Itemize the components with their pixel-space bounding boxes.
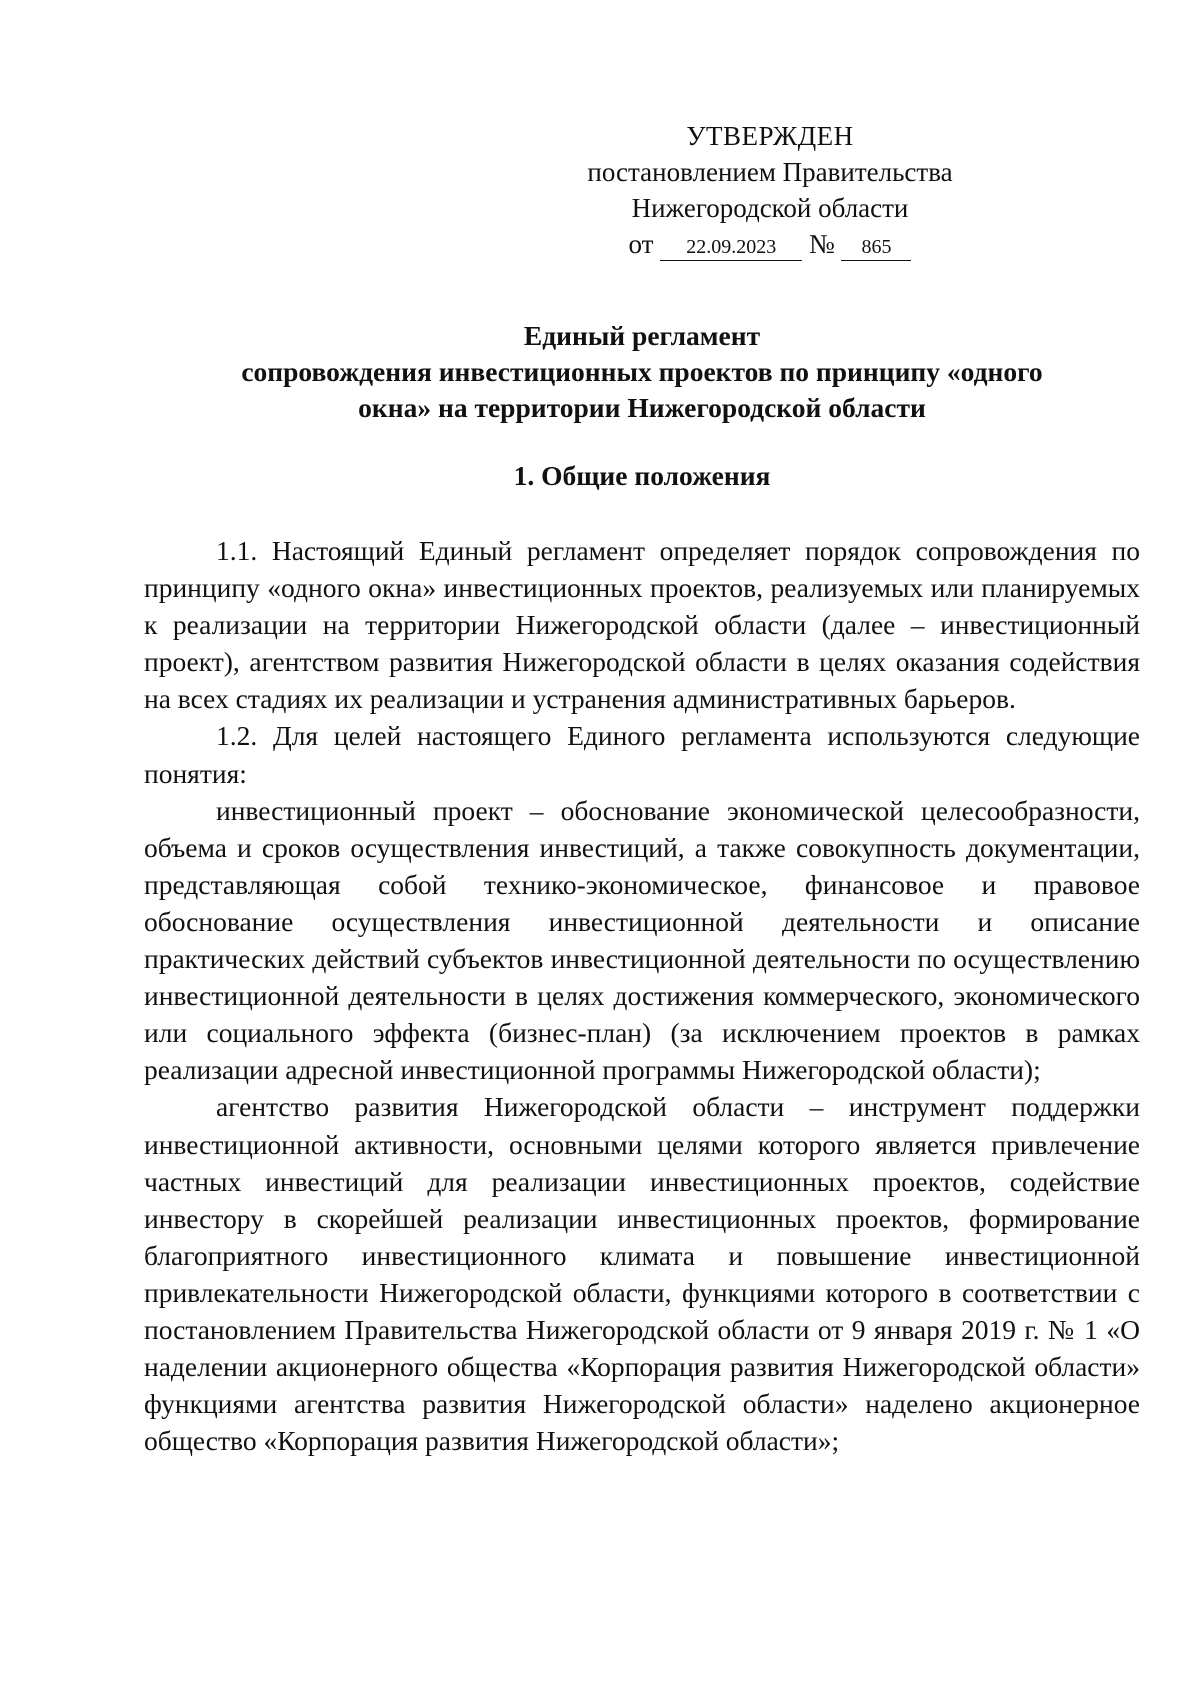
document-title [144, 318, 1140, 426]
approval-line-1: постановлением Правительства [587, 157, 953, 187]
approval-date-line [560, 226, 980, 262]
approval-stamp [560, 118, 980, 262]
approval-line-2: Нижегородской области [631, 193, 909, 223]
document-body [144, 532, 1140, 1459]
section-heading: 1. Общие положения [513, 460, 771, 491]
paragraph-1-2: 1.2. Для целей настоящего Единого регламента используются следующие понятия: [144, 720, 1140, 789]
definition-investment-project: инвестиционный проект – обоснование экономической целесообразности, объема и сроков осуществления инвестиций, а также совокупность документации, представляющая собой технико-экономическое, финансовое и правовое обоснование осуществления инвестиционной деятельности и описание практических действий субъектов инвестиционной деятельности по осуществлению инвестиционной деятельности в целях достижения коммерческого, экономического или социального эффекта (бизнес-план) (за исключением проектов в рамках реализации адресной инвестиционной программы Нижегородской области); [144, 794, 1140, 1086]
date-prefix: от [628, 229, 654, 259]
number-sign: № [808, 229, 835, 259]
title-line-3: окна» на территории Нижегородской области [358, 392, 926, 423]
paragraph-1-1: 1.1. Настоящий Единый регламент определяет порядок сопровождения по принципу «одного окна» инвестиционных проектов, реализуемых или планируемых к реализации на территории Нижегородской области (далее – инвестиционный проект), агентством развития Нижегородской области в целях оказания содействия на всех стадиях их реализации и устранения административных барьеров. [144, 535, 1140, 715]
approval-number: 865 [841, 234, 911, 261]
approval-heading: УТВЕРЖДЕН [686, 121, 854, 151]
title-line-2: сопровождения инвестиционных проектов по принципу «одного [241, 356, 1043, 387]
title-line-1: Единый регламент [523, 320, 761, 351]
approval-date: 22.09.2023 [660, 234, 802, 261]
definition-development-agency: агентство развития Нижегородской области – инструмент поддержки инвестиционной активности, основными целями которого является привлечение частных инвестиций для реализации инвестиционных проектов, содействие инвестору в скорейшей реализации инвестиционных проектов, формирование благоприятного инвестиционного климата и повышение инвестиционной привлекательности Нижегородской области, функциями которого в соответствии с постановлением Правительства Нижегородской области от 9 января 2019 г. № 1 «О наделении акционерного общества «Корпорация развития Нижегородской области» функциями агентства развития Нижегородской области» наделено акционерное общество «Корпорация развития Нижегородской области»; [144, 1091, 1140, 1457]
